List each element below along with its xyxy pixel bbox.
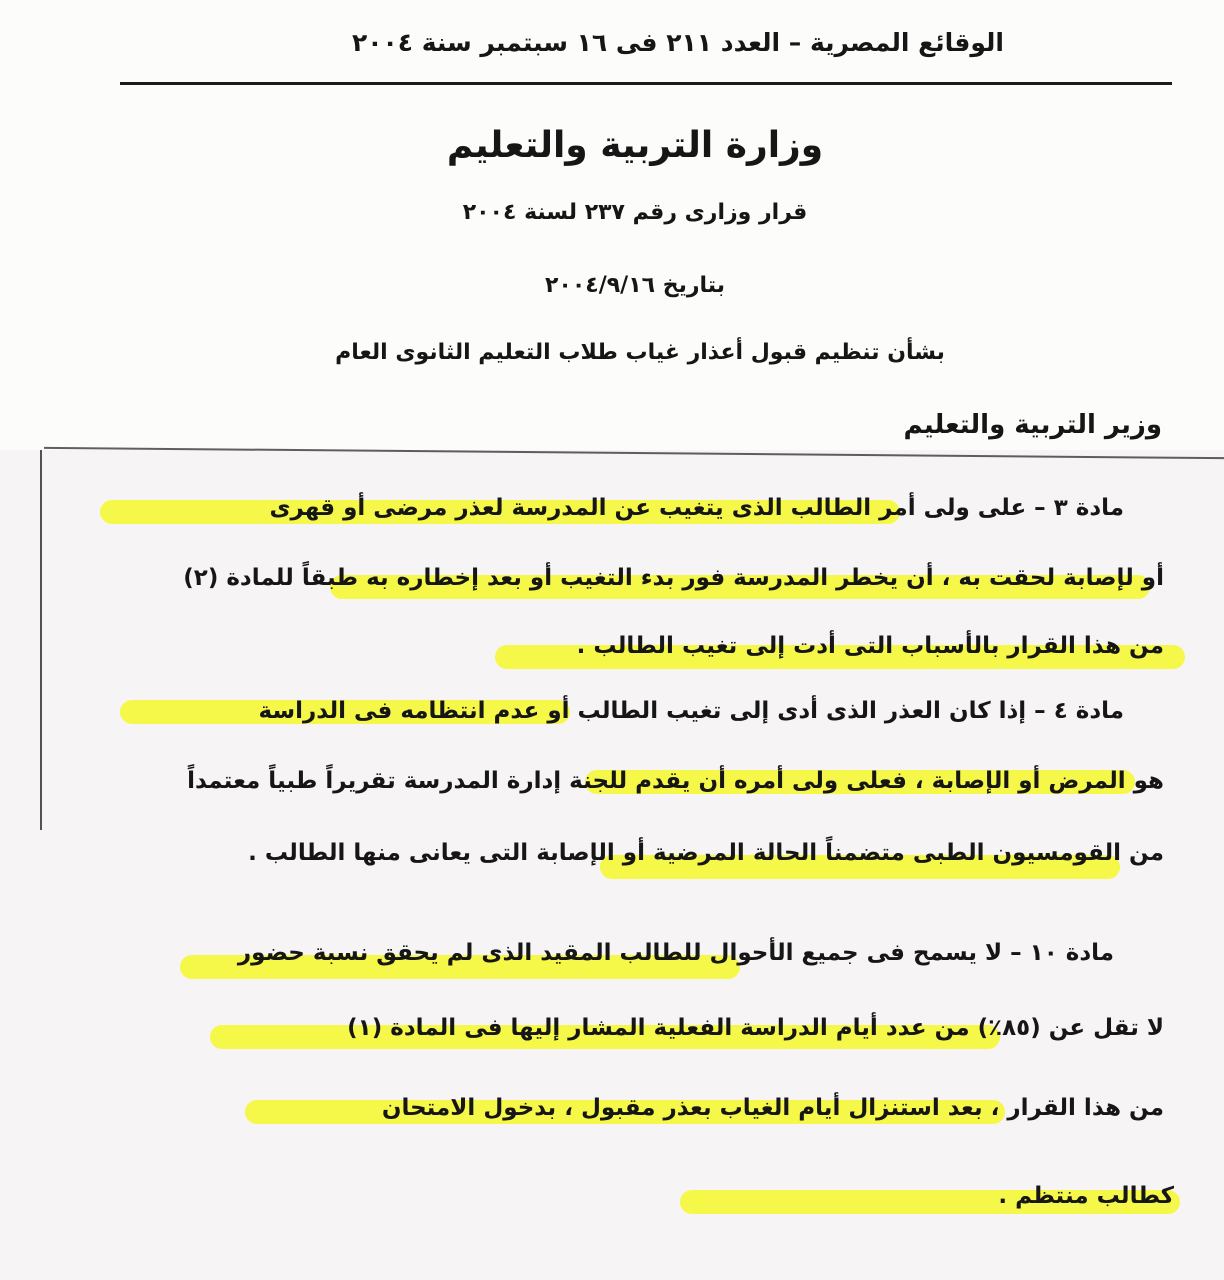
article-10-line: كطالب منتظم . (998, 1183, 1174, 1209)
decree-subject: بشأن تنظيم قبول أعذار غياب طلاب التعليم الثانوى العام (335, 340, 945, 365)
article-4-line: مادة ٤ – إذا كان العذر الذى أدى إلى تغيب الطالب أو عدم انتظامه فى الدراسة (258, 698, 1124, 724)
article-10-line: لا تقل عن (٨٥٪) من عدد أيام الدراسة الفعلية المشار إليها فى المادة (١) (347, 1015, 1164, 1041)
article-10-line: مادة ١٠ – لا يسمح فى جميع الأحوال للطالب المقيد الذى لم يحقق نسبة حضور (237, 940, 1114, 966)
minister-title: وزير التربية والتعليم (903, 410, 1162, 440)
ministry-title: وزارة التربية والتعليم (446, 125, 824, 166)
gazette-header: الوقائع المصرية – العدد ٢١١ فى ١٦ سبتمبر سنة ٢٠٠٤ (352, 28, 1004, 57)
article-3-line: مادة ٣ – على ولى أمر الطالب الذى يتغيب عن المدرسة لعذر مرضى أو قهرى (269, 495, 1124, 521)
left-margin-line (40, 450, 42, 830)
decree-number: قرار وزارى رقم ٢٣٧ لسنة ٢٠٠٤ (462, 200, 808, 225)
article-3-line: أو لإصابة لحقت به ، أن يخطر المدرسة فور بدء التغيب أو بعد إخطاره به طبقاً للمادة (٢) (183, 565, 1164, 591)
article-4-line: من القومسيون الطبى متضمناً الحالة المرضية أو الإصابة التى يعانى منها الطالب . (248, 840, 1164, 866)
article-10-line: من هذا القرار ، بعد استنزال أيام الغياب بعذر مقبول ، بدخول الامتحان (381, 1095, 1164, 1121)
page-strip-top (0, 0, 1224, 450)
article-4-line: هو المرض أو الإصابة ، فعلى ولى أمره أن يقدم للجنة إدارة المدرسة تقريراً طبياً معتمداً (187, 768, 1164, 794)
decree-date: بتاريخ ٢٠٠٤/٩/١٦ (544, 273, 726, 298)
article-3-line: من هذا القرار بالأسباب التى أدت إلى تغيب الطالب . (576, 633, 1164, 659)
header-rule (120, 82, 1172, 85)
